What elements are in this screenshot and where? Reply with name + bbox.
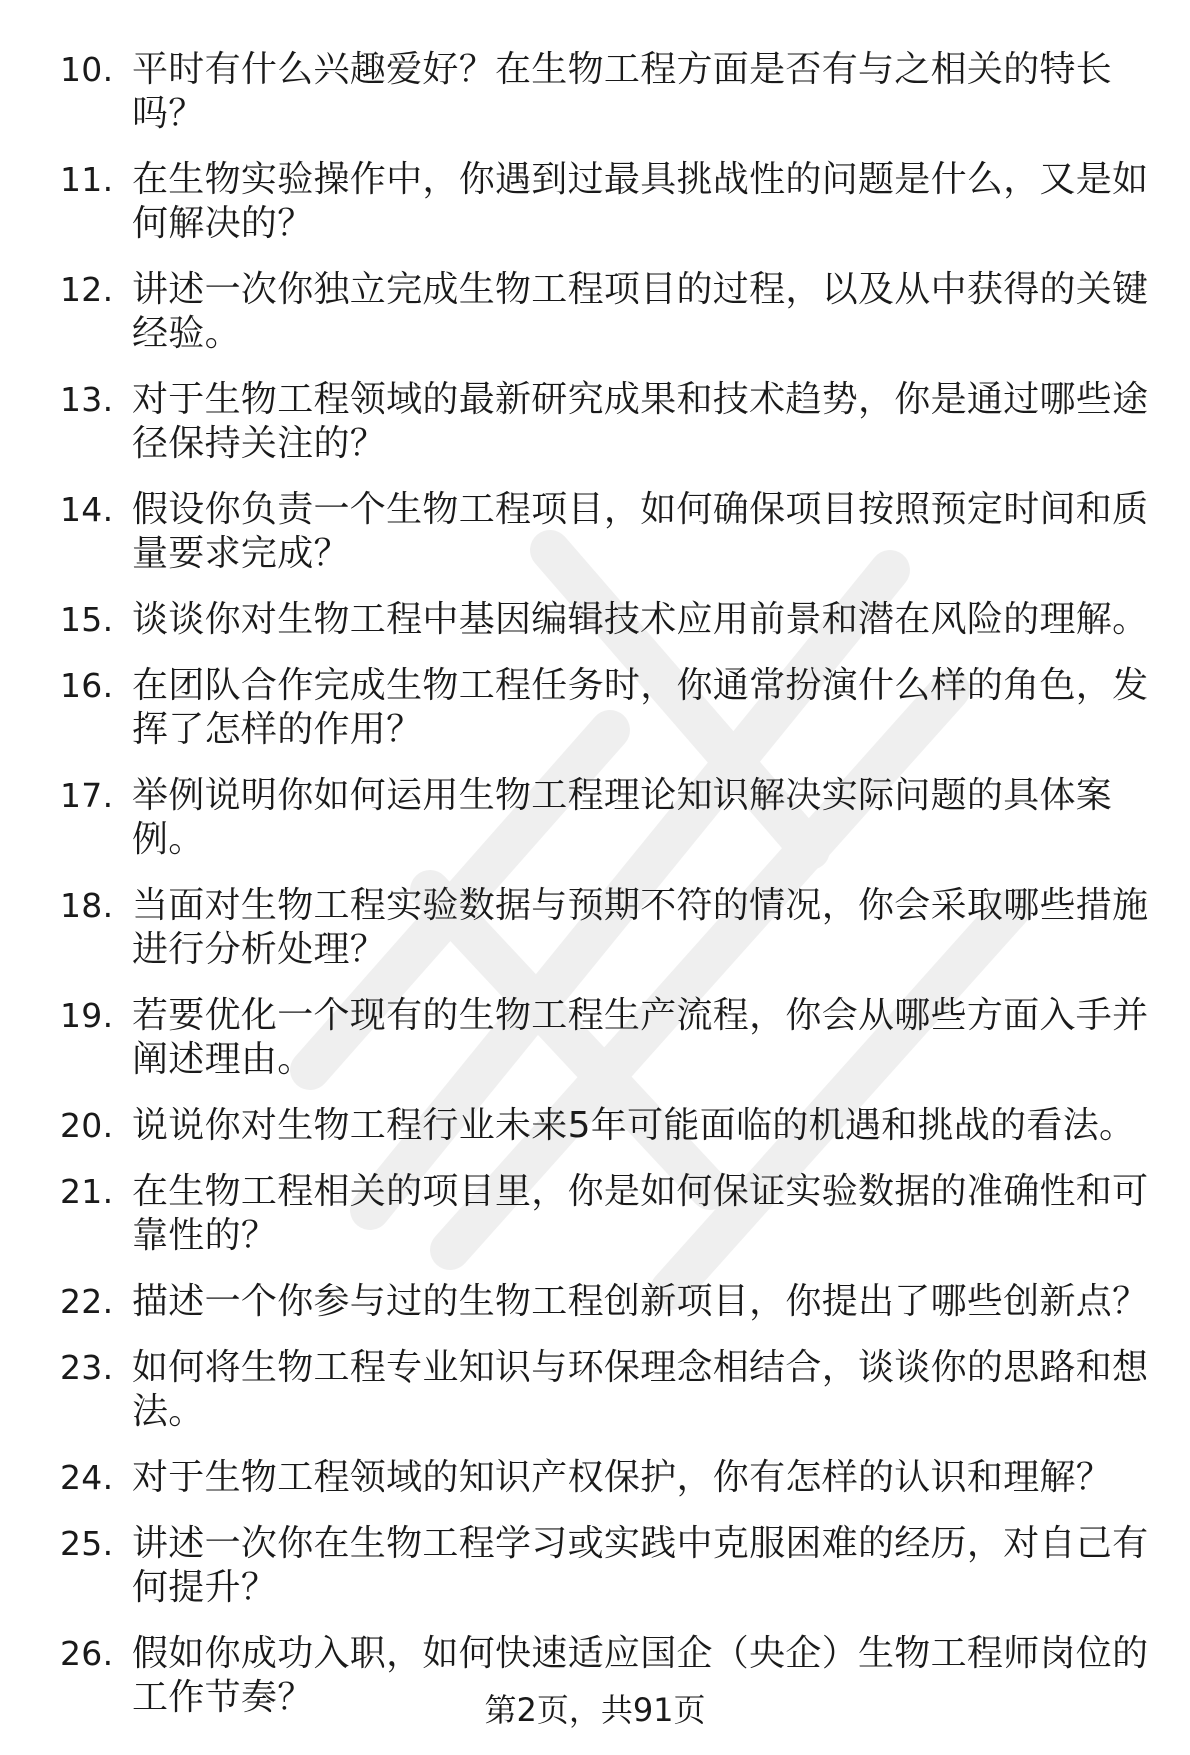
question-number: 11. <box>60 160 114 199</box>
question-text: 讲述一次你独立完成生物工程项目的过程，以及从中获得的关键经验。 <box>132 269 1149 354</box>
question-item <box>60 268 1150 356</box>
question-item <box>60 48 1150 136</box>
question-item <box>60 488 1150 576</box>
question-item <box>60 664 1150 752</box>
question-text: 对于生物工程领域的最新研究成果和技术趋势，你是通过哪些途径保持关注的？ <box>132 379 1149 464</box>
question-item <box>60 1522 1150 1610</box>
question-text: 在生物工程相关的项目里，你是如何保证实验数据的准确性和可靠性的？ <box>132 1171 1149 1256</box>
page-number-footer: 第2页，共91页 <box>484 1691 706 1729</box>
question-text: 举例说明你如何运用生物工程理论知识解决实际问题的具体案例。 <box>132 775 1113 860</box>
question-item <box>60 774 1150 862</box>
question-number: 16. <box>60 666 114 705</box>
question-number: 19. <box>60 996 114 1035</box>
question-number: 21. <box>60 1172 114 1211</box>
question-number: 17. <box>60 776 114 815</box>
question-text: 描述一个你参与过的生物工程创新项目，你提出了哪些创新点？ <box>132 1281 1149 1322</box>
question-number: 25. <box>60 1524 114 1563</box>
question-text: 谈谈你对生物工程中基因编辑技术应用前景和潜在风险的理解。 <box>132 599 1149 640</box>
question-item <box>60 158 1150 246</box>
question-number: 26. <box>60 1634 114 1673</box>
question-number: 24. <box>60 1458 114 1497</box>
question-number: 20. <box>60 1106 114 1145</box>
question-text: 对于生物工程领域的知识产权保护，你有怎样的认识和理解？ <box>132 1457 1113 1498</box>
question-item <box>60 1170 1150 1258</box>
question-item <box>60 1456 1150 1500</box>
question-item <box>60 884 1150 972</box>
question-item <box>60 1280 1150 1324</box>
question-text: 如何将生物工程专业知识与环保理念相结合，谈谈你的思路和想法。 <box>132 1347 1149 1432</box>
question-item <box>60 598 1150 642</box>
question-number: 22. <box>60 1282 114 1321</box>
question-number: 23. <box>60 1348 114 1387</box>
question-item <box>60 1346 1150 1434</box>
question-item <box>60 994 1150 1082</box>
question-text: 当面对生物工程实验数据与预期不符的情况，你会采取哪些措施进行分析处理？ <box>132 885 1149 970</box>
question-text: 假如你成功入职，如何快速适应国企（央企）生物工程师岗位的工作节奏？ <box>132 1633 1149 1718</box>
question-list <box>60 48 1150 1742</box>
question-text: 若要优化一个现有的生物工程生产流程，你会从哪些方面入手并阐述理由。 <box>132 995 1149 1080</box>
question-text: 讲述一次你在生物工程学习或实践中克服困难的经历，对自己有何提升？ <box>132 1523 1149 1608</box>
question-number: 14. <box>60 490 114 529</box>
question-text: 在生物实验操作中，你遇到过最具挑战性的问题是什么，又是如何解决的？ <box>132 159 1149 244</box>
question-item <box>60 378 1150 466</box>
question-number: 18. <box>60 886 114 925</box>
question-number: 15. <box>60 600 114 639</box>
question-text: 说说你对生物工程行业未来5年可能面临的机遇和挑战的看法。 <box>132 1105 1136 1146</box>
question-text: 假设你负责一个生物工程项目，如何确保项目按照预定时间和质量要求完成？ <box>132 489 1149 574</box>
question-text: 平时有什么兴趣爱好？在生物工程方面是否有与之相关的特长吗？ <box>132 49 1113 134</box>
question-number: 12. <box>60 270 114 309</box>
question-item <box>60 1104 1150 1148</box>
question-number: 13. <box>60 380 114 419</box>
question-text: 在团队合作完成生物工程任务时，你通常扮演什么样的角色，发挥了怎样的作用？ <box>132 665 1149 750</box>
question-number: 10. <box>60 50 114 89</box>
